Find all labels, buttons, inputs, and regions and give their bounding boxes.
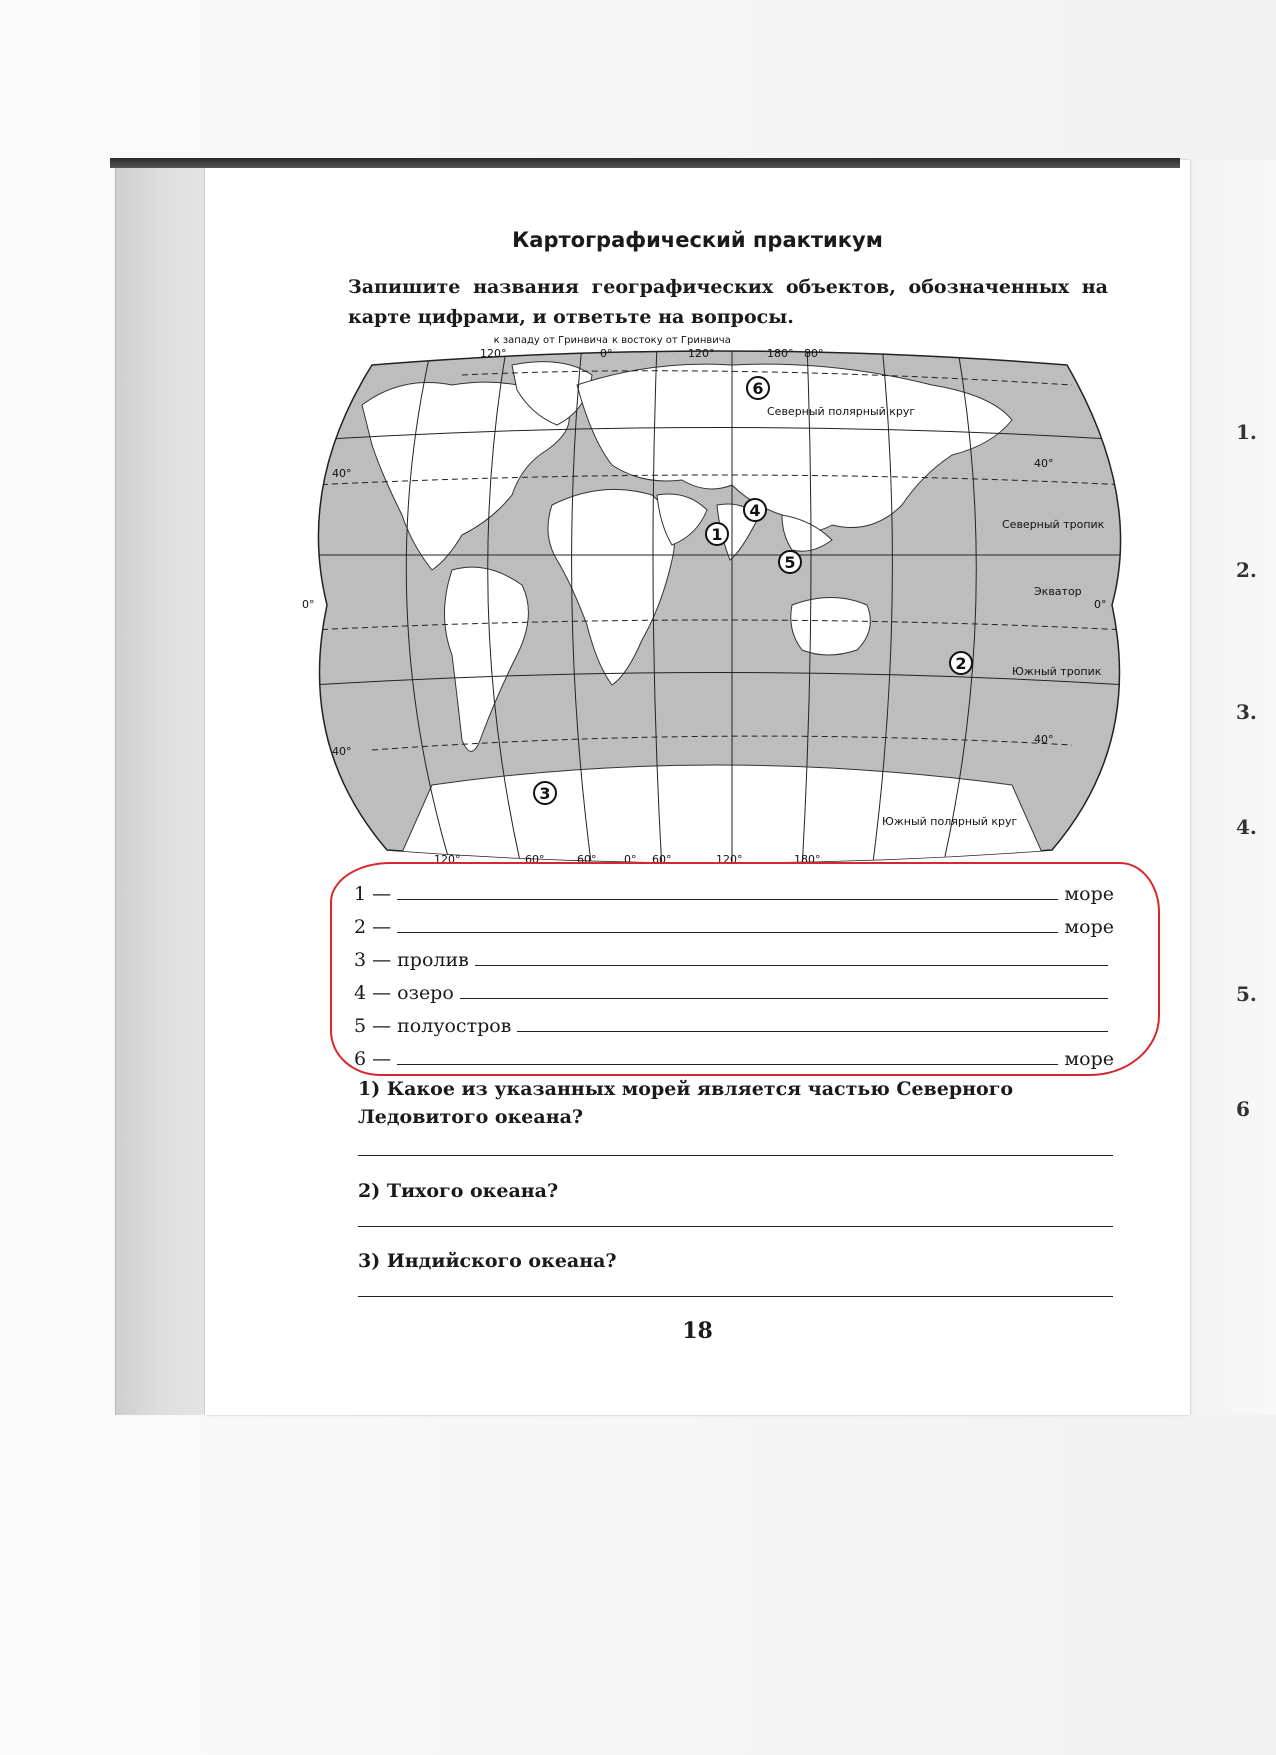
margin-number: 3. bbox=[1236, 700, 1257, 724]
svg-text:6: 6 bbox=[752, 379, 764, 398]
answer-number: 4 — bbox=[354, 982, 392, 1004]
answer-row bbox=[354, 1037, 1114, 1070]
question-1-answer-line[interactable] bbox=[358, 1155, 1113, 1156]
continent-australia bbox=[791, 598, 871, 656]
tropic-cancer-label: Северный тропик bbox=[1002, 518, 1105, 531]
question-2: 2) Тихого океана? bbox=[358, 1180, 559, 1202]
meridian-label: 120° bbox=[434, 853, 461, 866]
east-of-greenwich-label: к востоку от Гринвича bbox=[612, 335, 731, 346]
page-number: 18 bbox=[682, 1318, 713, 1344]
question-2-answer-line[interactable] bbox=[358, 1226, 1113, 1227]
answer-blank-line[interactable] bbox=[397, 931, 1058, 933]
west-of-greenwich-label: к западу от Гринвича bbox=[493, 335, 608, 346]
margin-number: 4. bbox=[1236, 815, 1257, 839]
parallel-label: 0° bbox=[1094, 598, 1107, 611]
meridian-label: 60° bbox=[652, 853, 672, 866]
answer-row bbox=[354, 938, 1114, 971]
equator-label: Экватор bbox=[1034, 585, 1082, 598]
world-map bbox=[302, 335, 1127, 870]
answer-list bbox=[354, 872, 1114, 1070]
map-marker bbox=[706, 523, 728, 545]
answer-row bbox=[354, 971, 1114, 1004]
question-3: 3) Индийского океана? bbox=[358, 1250, 617, 1272]
answer-prefix: озеро bbox=[397, 982, 454, 1004]
answer-suffix: море bbox=[1064, 1048, 1114, 1070]
answer-row bbox=[354, 872, 1114, 905]
map-marker bbox=[744, 499, 766, 521]
svg-text:3: 3 bbox=[539, 784, 551, 803]
parallel-label: 40° bbox=[332, 467, 352, 480]
map-marker bbox=[950, 652, 972, 674]
answer-blank-line[interactable] bbox=[460, 997, 1108, 999]
meridian-label: 180° bbox=[794, 853, 821, 866]
margin-number: 6 bbox=[1236, 1097, 1250, 1121]
svg-text:4: 4 bbox=[749, 501, 761, 520]
meridian-label: 180° bbox=[767, 347, 794, 360]
meridian-label: 0° bbox=[624, 853, 637, 866]
question-1: 1) Какое из указанных морей является частью Северного Ледовитого океана? bbox=[358, 1078, 1014, 1128]
answer-row bbox=[354, 905, 1114, 938]
margin-number: 2. bbox=[1236, 558, 1257, 582]
parallel-label: 40° bbox=[1034, 457, 1054, 470]
answer-blank-line[interactable] bbox=[517, 1030, 1108, 1032]
meridian-label: 60° bbox=[577, 853, 597, 866]
meridian-label: 120° bbox=[716, 853, 743, 866]
answer-blank-line[interactable] bbox=[475, 964, 1108, 966]
meridian-label: 80° bbox=[804, 347, 824, 360]
answer-number: 2 — bbox=[354, 916, 392, 938]
arctic-circle-label: Северный полярный круг bbox=[767, 405, 916, 418]
margin-number: 1. bbox=[1236, 420, 1257, 444]
instruction-text: Запишите названия географических объектов, обозначенных на карте цифрами, и ответьте на вопросы. bbox=[348, 276, 1108, 328]
answer-number: 1 — bbox=[354, 883, 392, 905]
answer-suffix: море bbox=[1064, 883, 1114, 905]
answer-number: 3 — bbox=[354, 949, 392, 971]
answer-prefix: пролив bbox=[397, 949, 469, 971]
meridian-label: 60° bbox=[525, 853, 545, 866]
antarctic-circle-label: Южный полярный круг bbox=[882, 815, 1018, 828]
map-marker bbox=[779, 551, 801, 573]
answer-number: 6 — bbox=[354, 1048, 392, 1070]
page-top-edge bbox=[110, 158, 1180, 168]
margin-number: 5. bbox=[1236, 982, 1257, 1006]
meridian-label: 120° bbox=[688, 347, 715, 360]
meridian-label: 0° bbox=[600, 347, 613, 360]
parallel-label: 0° bbox=[302, 598, 315, 611]
answer-blank-line[interactable] bbox=[397, 898, 1058, 900]
page-title: Картографический практикум bbox=[512, 228, 883, 252]
answer-prefix: полуостров bbox=[397, 1015, 512, 1037]
tropic-capricorn-label: Южный тропик bbox=[1012, 665, 1102, 678]
answer-suffix: море bbox=[1064, 916, 1114, 938]
svg-text:2: 2 bbox=[955, 654, 967, 673]
answer-row bbox=[354, 1004, 1114, 1037]
question-3-answer-line[interactable] bbox=[358, 1296, 1113, 1297]
answer-number: 5 — bbox=[354, 1015, 392, 1037]
svg-text:5: 5 bbox=[784, 553, 796, 572]
meridian-label: 120° bbox=[480, 347, 507, 360]
map-marker bbox=[534, 782, 556, 804]
map-marker bbox=[747, 377, 769, 399]
answer-blank-line[interactable] bbox=[397, 1063, 1058, 1065]
svg-text:1: 1 bbox=[711, 525, 723, 544]
parallel-label: 40° bbox=[1034, 733, 1054, 746]
parallel-label: 40° bbox=[332, 745, 352, 758]
